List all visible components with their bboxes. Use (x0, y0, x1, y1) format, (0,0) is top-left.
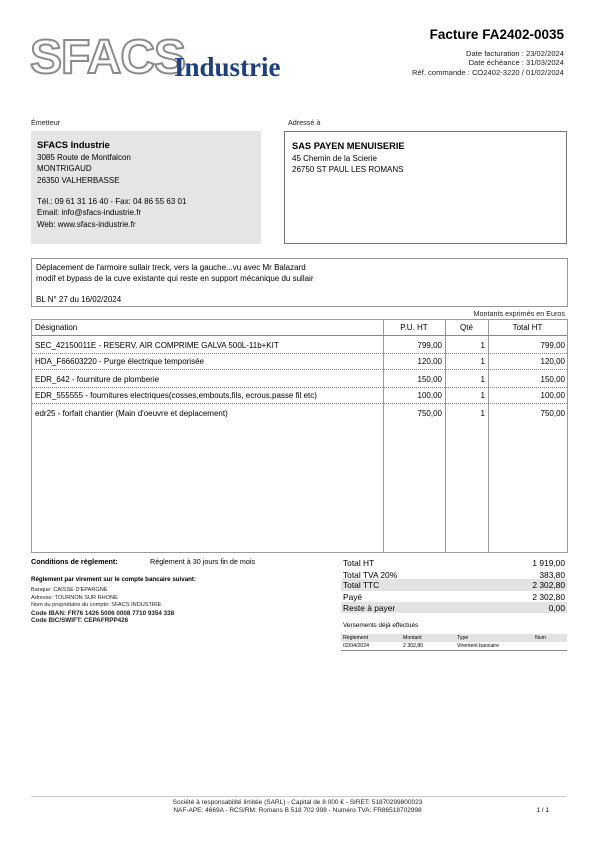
payments-header (341, 634, 567, 642)
iban: Code IBAN: FR76 1426 5006 0008 7710 9354 338 (31, 609, 175, 617)
payments-title: Versements déjà effectués (343, 622, 419, 629)
order-reference: Réf. commande : CO2402-3220 / 01/02/2024 (412, 68, 564, 77)
payment-date: 02/04/2024 (343, 643, 369, 649)
bic: Code BIC/SWIFT: CEPAFRPP426 (31, 617, 129, 625)
total-value: 0,00 (548, 602, 565, 613)
currency-note: Montants exprimés en Euros (473, 309, 565, 318)
header-designation: Désignation (35, 323, 78, 332)
description-box (31, 258, 568, 307)
total-value: 383,80 (539, 569, 565, 580)
emitter-address-line: MONTRIGAUD (37, 164, 92, 174)
total-value: 2 302,80 (532, 580, 565, 590)
emitter-name: SFACS Industrie (37, 140, 110, 150)
recipient-address (292, 153, 403, 176)
row-total: 120,00 (540, 357, 565, 366)
table-row (32, 338, 567, 354)
row-total: 799,00 (540, 341, 565, 350)
payment-terms-label: Conditions de règlement: (31, 557, 118, 566)
total-value: 2 302,80 (532, 591, 565, 602)
row-unit-price: 799,00 (417, 341, 442, 350)
row-quantity: 1 (480, 409, 485, 418)
total-row (341, 557, 567, 569)
row-unit-price: 750,00 (417, 409, 442, 418)
table-row (32, 372, 567, 388)
emitter-box (31, 131, 261, 244)
emitter-address (37, 152, 131, 186)
recipient-address-line: 45 Chemin de la Scierie (292, 154, 377, 163)
row-unit-price: 100,00 (417, 391, 442, 400)
row-total: 100,00 (540, 391, 565, 400)
payment-terms-value: Règlement à 30 jours fin de mois (150, 557, 256, 566)
payments-row (341, 642, 567, 651)
header-unit-price: P.U. HT (400, 323, 428, 332)
emitter-contact (37, 196, 186, 230)
bank-transfer-title: Règlement par virement sur le compte bancaire suivant: (31, 576, 197, 583)
payments-header-num: Num (535, 635, 546, 641)
emitter-email: Email: info@sfacs-industrie.fr (37, 208, 142, 218)
total-label: Total HT (343, 558, 375, 568)
total-label: Total TVA 20% (343, 569, 398, 580)
description-line: Déplacement de l'armoire sullair treck, vers la gauche...vu avec Mr Balazard (36, 263, 306, 272)
header-total: Total HT (512, 323, 543, 332)
row-total: 150,00 (540, 375, 565, 384)
total-value: 1 919,00 (532, 558, 565, 568)
footer-line: Société à responsabilité limitée (SARL) - Capital de 8 000 € - SIRET: 51870299800023 (172, 799, 423, 806)
company-logo: SFACS (30, 31, 186, 84)
row-quantity: 1 (480, 391, 485, 400)
bank-address: Adresse: TOURNON SUR RHONE (31, 594, 118, 601)
payments-header-montant: Montant (403, 635, 422, 641)
total-row (341, 591, 567, 603)
row-quantity: 1 (480, 341, 485, 350)
bank-details (31, 587, 174, 625)
invoice-title: Facture FA2402-0035 (429, 27, 564, 42)
row-quantity: 1 (480, 357, 485, 366)
total-label: Total TTC (343, 580, 380, 590)
footer-line: NAF-APE: 4669A - RCS/RM: Romans B 518 702 998 - Numéro TVA: FR86518702998 (173, 807, 422, 814)
emitter-phone: Tél.: 09 61 31 16 40 - Fax: 04 86 55 63 01 (37, 197, 187, 206)
items-table (31, 319, 568, 553)
row-total: 750,00 (540, 409, 565, 418)
invoice-date: Date facturation : 23/02/2024 (466, 49, 564, 58)
row-designation: HDA_F66603220 - Purge électrique temporisée (35, 357, 204, 366)
row-designation: edr25 - forfait chantier (Main d'oeuvre et deplacement) (35, 409, 228, 418)
total-row (341, 602, 567, 614)
row-unit-price: 120,00 (417, 357, 442, 366)
total-label: Reste à payer (343, 602, 396, 613)
invoice-due-date: Date échéance : 31/03/2024 (468, 58, 564, 67)
payments-header-reglement: Règlement (343, 635, 369, 641)
page-number: 1 / 1 (536, 807, 549, 814)
footer-divider (31, 796, 566, 797)
header-quantity: Qté (460, 323, 473, 332)
total-row (341, 579, 567, 591)
emitter-website: Web: www.sfacs-industrie.fr (37, 219, 136, 229)
description-line: modif et bypass de la cuve existante qui reste en support mécanique du sullair (36, 274, 314, 283)
row-designation: SEC_42150011E - RESERV. AIR COMPRIME GALVA 500L-11b+KIT (35, 341, 279, 350)
row-designation: EDR_555555 - fournitures electriques(cosses,embouts,fils, ecrous,passe fil etc) (35, 391, 317, 400)
emitter-address-line: 26350 VALHERBASSE (37, 175, 120, 185)
total-label: Payé (343, 591, 363, 602)
bank-name: Banque: CAISSE D'EPARGNE (31, 587, 108, 593)
company-logo-subtitle: Industrie (174, 52, 281, 82)
payment-type: Virement bancaire (457, 643, 500, 649)
emitter-label: Émetteur (31, 118, 61, 127)
table-header (32, 320, 567, 336)
recipient-name: SAS PAYEN MENUISERIE (292, 141, 405, 151)
payment-amount: 2 302,80 (403, 643, 424, 649)
row-designation: EDR_642 - fourniture de plomberie (35, 375, 160, 384)
row-unit-price: 150,00 (417, 375, 442, 384)
table-row (32, 354, 567, 370)
recipient-label: Adressé à (288, 118, 321, 127)
recipient-address-line: 26750 ST PAUL LES ROMANS (292, 165, 404, 175)
emitter-address-line: 3085 Route de Montfalcon (37, 153, 131, 162)
payments-header-type: Type (457, 635, 469, 641)
recipient-box (284, 131, 567, 244)
delivery-note: BL N° 27 du 16/02/2024 (36, 295, 122, 304)
table-row (32, 406, 567, 421)
table-row (32, 388, 567, 404)
row-quantity: 1 (480, 375, 485, 384)
account-owner: Nom du propriétaire du compte: SFACS INDUSTRIE (31, 602, 162, 609)
